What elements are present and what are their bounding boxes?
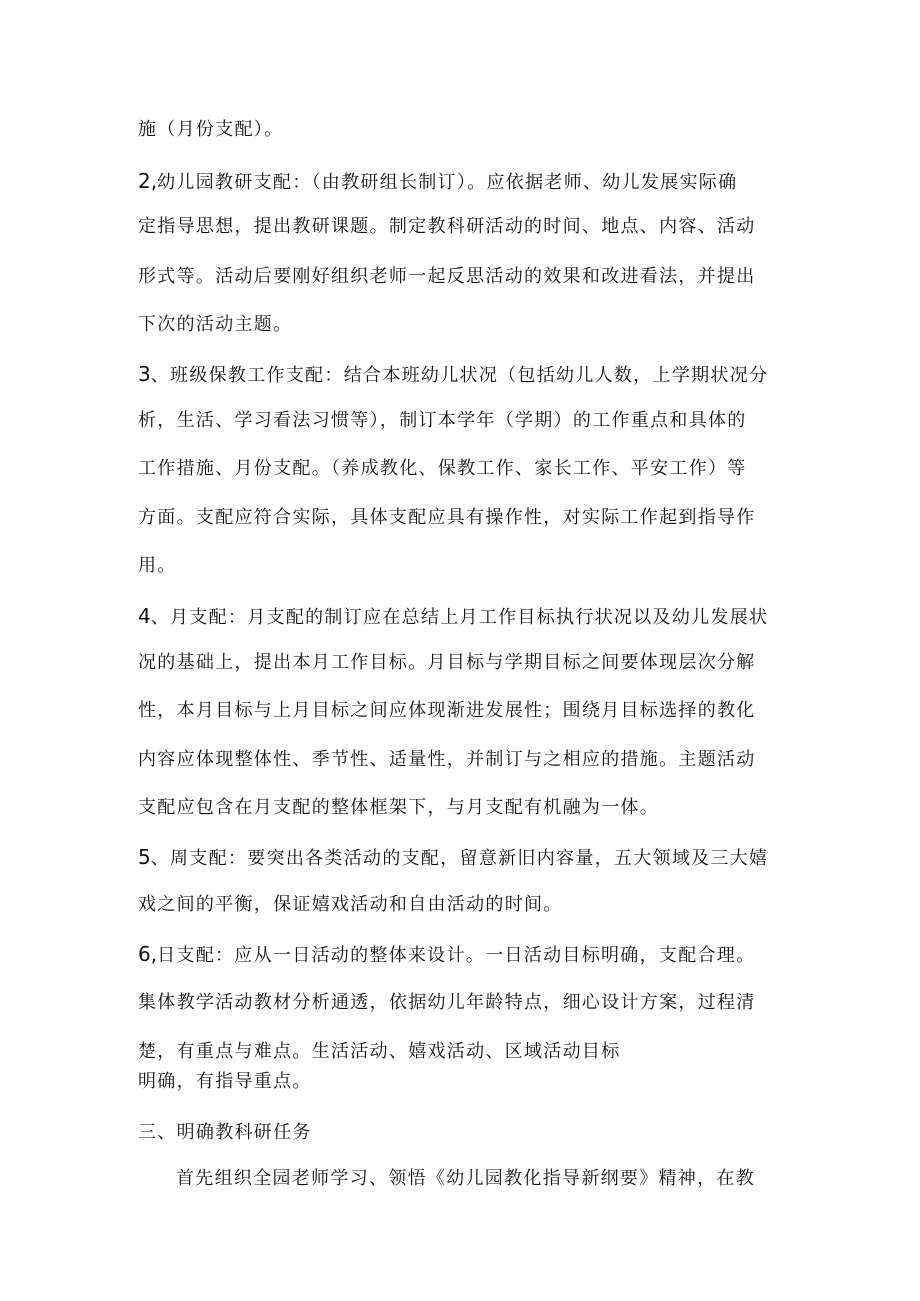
- paragraph-line: 6,日支配：应从一日活动的整体来设计。一日活动目标明确，支配合理。: [138, 942, 756, 966]
- paragraph-line: 2,幼儿园教研支配：（由教研组长制订）。应依据老师、幼儿发展实际确: [138, 169, 738, 193]
- item-number: 6,: [138, 942, 158, 966]
- paragraph-line: 4、月支配：月支配的制订应在总结上月工作目标执行状况以及幼儿发展状: [138, 604, 769, 628]
- paragraph-line: 楚，有重点与难点。生活活动、嬉戏活动、区域活动目标: [138, 1041, 621, 1062]
- paragraph-line: 内容应体现整体性、季节性、适量性，并制订与之相应的措施。主题活动: [138, 749, 756, 770]
- paragraph-line: 下次的活动主题。: [138, 314, 293, 335]
- paragraph-line: 定指导思想，提出教研课题。制定教科研活动的时间、地点、内容、活动: [138, 216, 756, 237]
- paragraph-line: 形式等。活动后要刚好组织老师一起反思活动的效果和改进看法，并提出: [138, 266, 756, 287]
- item-number: 3: [138, 362, 151, 386]
- paragraph-line: 析，生活、学习看法习惯等），制订本学年（学期）的工作重点和具体的: [138, 410, 747, 431]
- item-number: 2,: [138, 169, 158, 193]
- paragraph-line: 3、班级保教工作支配：结合本班幼儿状况（包括幼儿人数，上学期状况分: [138, 362, 769, 386]
- paragraph-line: 首先组织全园老师学习、领悟《幼儿园教化指导新纲要》精神，在教: [176, 1168, 755, 1189]
- paragraph-line: 施（月份支配）。: [138, 119, 284, 140]
- paragraph-line: 工作措施、月份支配。（养成教化、保教工作、家长工作、平安工作）等: [138, 458, 747, 479]
- paragraph-line: 支配应包含在月支配的整体框架下，与月支配有机融为一体。: [138, 797, 660, 818]
- paragraph-line: 性，本月目标与上月目标之间应体现渐进发展性；围绕月目标选择的教化: [138, 700, 756, 721]
- paragraph-line: 方面。支配应符合实际，具体支配应具有操作性，对实际工作起到指导作: [138, 507, 756, 528]
- item-number: 5: [138, 845, 151, 869]
- paragraph-line: 用。: [138, 555, 177, 576]
- paragraph-line: 况的基础上，提出本月工作目标。月目标与学期目标之间要体现层次分解: [138, 652, 756, 673]
- paragraph-line: 明确，有指导重点。: [138, 1071, 312, 1092]
- item-number: 4: [138, 604, 151, 628]
- paragraph-line: 集体教学活动教材分析通透，依据幼儿年龄特点，细心设计方案，过程清: [138, 992, 756, 1013]
- paragraph-line: 戏之间的平衡，保证嬉戏活动和自由活动的时间。: [138, 894, 563, 915]
- section-heading: 三、明确教科研任务: [138, 1122, 312, 1143]
- paragraph-line: 5、周支配：要突出各类活动的支配，留意新旧内容量，五大领域及三大嬉: [138, 845, 769, 869]
